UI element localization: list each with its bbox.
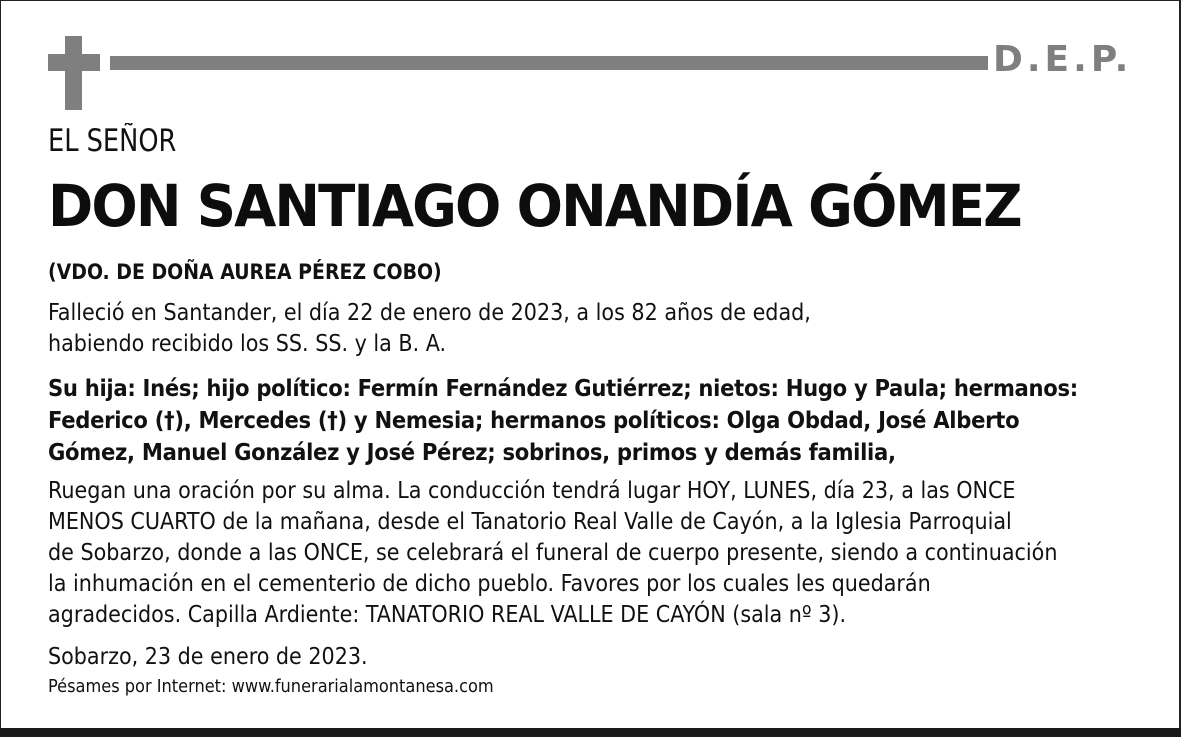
bottom-border bbox=[0, 728, 1181, 737]
service-line: Ruegan una oración por su alma. La conducción tendrá lugar HOY, LUNES, día 23, a las ONCE bbox=[48, 478, 1016, 504]
service-line: agradecidos. Capilla Ardiente: TANATORIO REAL VALLE DE CAYÓN (sala nº 3). bbox=[48, 602, 847, 628]
service-line: de Sobarzo, donde a las ONCE, se celebrará el funeral de cuerpo presente, siendo a continuación bbox=[48, 540, 1058, 566]
deceased-name: DON SANTIAGO ONANDÍA GÓMEZ bbox=[48, 172, 1021, 240]
death-line: habiendo recibido los SS. SS. y la B. A. bbox=[48, 331, 447, 357]
family-line: Federico (†), Mercedes (†) y Nemesia; hermanos políticos: Olga Obdad, José Alberto bbox=[48, 406, 1020, 434]
place-date: Sobarzo, 23 de enero de 2023. bbox=[48, 644, 368, 670]
dep-label: D.E.P. bbox=[993, 39, 1133, 80]
widower-note: (VDO. DE DOÑA AUREA PÉREZ COBO) bbox=[48, 260, 442, 284]
family-line: Su hija: Inés; hijo político: Fermín Fernández Gutiérrez; nietos: Hugo y Paula; hermanos: bbox=[48, 374, 1078, 402]
condolences-link: Pésames por Internet: www.funerarialamontanesa.com bbox=[48, 676, 494, 697]
cross-icon bbox=[48, 36, 100, 110]
family-line: Gómez, Manuel González y José Pérez; sobrinos, primos y demás familia, bbox=[48, 438, 896, 466]
service-line: MENOS CUARTO de la mañana, desde el Tanatorio Real Valle de Cayón, a la Iglesia Parroquial bbox=[48, 509, 1012, 535]
service-line: la inhumación en el cementerio de dicho pueblo. Favores por los cuales les quedarán bbox=[48, 571, 931, 597]
title-prefix: EL SEÑOR bbox=[48, 123, 177, 159]
death-line: Falleció en Santander, el día 22 de enero de 2023, a los 82 años de edad, bbox=[48, 300, 811, 326]
header-rule bbox=[110, 56, 988, 70]
